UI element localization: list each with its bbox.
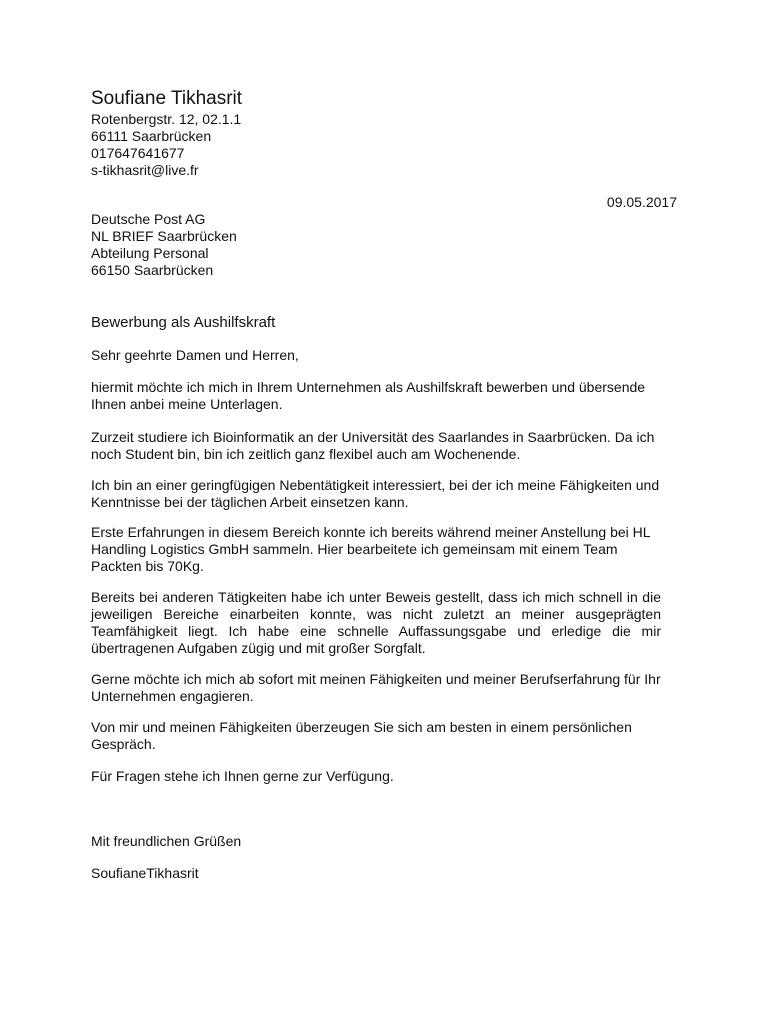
closing: Mit freundlichen Grüßen	[91, 833, 242, 849]
letter-date: 09.05.2017	[606, 194, 677, 210]
sender-phone: 017647641677	[91, 145, 185, 161]
body-paragraph-6: Gerne möchte ich mich ab sofort mit meinen Fähigkeiten und meiner Berufserfahrung für Ihr Unternehmen engagieren.	[91, 671, 661, 704]
body-paragraph-1: hiermit möchte ich mich in Ihrem Unternehmen als Aushilfskraft bewerben und übersende Ihnen anbei meine Unterlagen.	[91, 379, 646, 412]
sender-name: Soufiane Tikhasrit	[91, 88, 243, 109]
body-paragraph-3: Ich bin an einer geringfügigen Nebentätigkeit interessiert, bei der ich meine Fähigkeiten und Kenntnisse bei der täglichen Arbeit einsetzen kann.	[91, 477, 660, 510]
body-paragraph-4: Erste Erfahrungen in diesem Bereich konnte ich bereits während meiner Anstellung bei HL Handling Logistics GmbH sammeln. Hier bearbeitete ich gemeinsam mit einem Team Packten bis 70Kg.	[91, 524, 651, 574]
recipient-line-4: 66150 Saarbrücken	[91, 262, 214, 278]
sender-city: 66111 Saarbrücken	[91, 128, 212, 144]
sender-street: Rotenbergstr. 12, 02.1.1	[91, 111, 242, 127]
body-paragraph-8: Für Fragen stehe ich Ihnen gerne zur Verfügung.	[91, 768, 394, 784]
body-paragraph-7: Von mir und meinen Fähigkeiten überzeugen Sie sich am besten in einem persönlichen Gespräch.	[91, 719, 632, 752]
body-paragraph-2: Zurzeit studiere ich Bioinformatik an der Universität des Saarlandes in Saarbrücken. Da ich noch Student bin, bin ich zeitlich ganz flexibel auch am Wochenende.	[91, 429, 655, 462]
salutation: Sehr geehrte Damen und Herren,	[91, 347, 299, 363]
signature: SoufianeTikhasrit	[91, 865, 199, 881]
recipient-line-3: Abteilung Personal	[91, 245, 209, 261]
body-paragraph-5: Bereits bei anderen Tätigkeiten habe ich unter Beweis gestellt, dass ich mich schnell in die jeweiligen Bereiche einarbeiten konnte, was nicht zuletzt an meiner ausgeprägten Teamfähigkeit liegt. Ich habe eine schnelle Auffassungsgabe und erledige die mir übertragenen Aufgaben zügig und mit großer Sorgfalt.	[91, 589, 661, 656]
recipient-line-2: NL BRIEF Saarbrücken	[91, 228, 237, 244]
recipient-line-1: Deutsche Post AG	[91, 211, 206, 227]
sender-email: s-tikhasrit@live.fr	[91, 162, 199, 178]
letter-subject: Bewerbung als Aushilfskraft	[91, 314, 276, 331]
